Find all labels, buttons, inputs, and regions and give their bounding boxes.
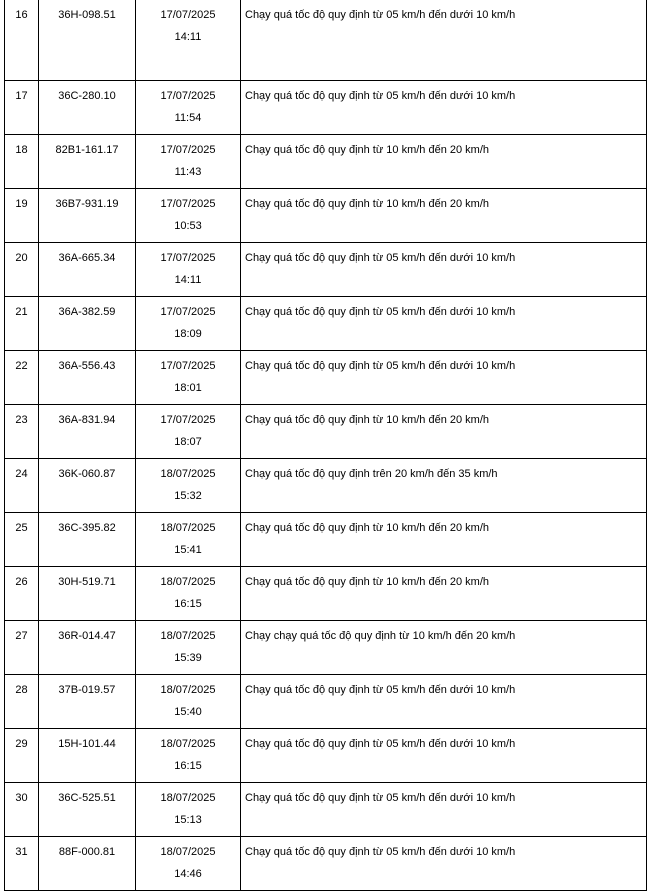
license-plate: 88F-000.81 (39, 837, 136, 891)
license-plate: 36A-382.59 (39, 297, 136, 351)
table-row (5, 675, 647, 729)
license-plate: 36C-525.51 (39, 783, 136, 837)
table-row (5, 351, 647, 405)
violation-description: Chạy quá tốc độ quy định từ 10 km/h đến 20 km/h (241, 567, 647, 621)
license-plate: 36H-098.51 (39, 0, 136, 81)
license-plate: 36B7-931.19 (39, 189, 136, 243)
violation-datetime (136, 783, 241, 837)
violation-time: 14:11 (174, 274, 202, 286)
violation-time: 14:46 (174, 868, 202, 880)
table-row (5, 135, 647, 189)
license-plate: 36A-665.34 (39, 243, 136, 297)
violation-date: 18/07/2025 (160, 468, 216, 480)
license-plate: 37B-019.57 (39, 675, 136, 729)
violation-description: Chạy quá tốc độ quy định từ 05 km/h đến dưới 10 km/h (241, 729, 647, 783)
violation-description: Chạy quá tốc độ quy định từ 05 km/h đến dưới 10 km/h (241, 783, 647, 837)
violation-date: 17/07/2025 (160, 144, 216, 156)
row-number: 26 (5, 567, 39, 621)
violation-datetime (136, 567, 241, 621)
violation-datetime (136, 351, 241, 405)
violation-date: 18/07/2025 (160, 846, 216, 858)
row-number: 24 (5, 459, 39, 513)
table-row (5, 783, 647, 837)
violation-description: Chạy quá tốc độ quy định từ 05 km/h đến dưới 10 km/h (241, 297, 647, 351)
violation-description: Chạy quá tốc độ quy định từ 10 km/h đến 20 km/h (241, 189, 647, 243)
row-number: 23 (5, 405, 39, 459)
license-plate: 36A-831.94 (39, 405, 136, 459)
row-number: 29 (5, 729, 39, 783)
table-row (5, 0, 647, 81)
license-plate: 30H-519.71 (39, 567, 136, 621)
license-plate: 36A-556.43 (39, 351, 136, 405)
violation-datetime (136, 0, 241, 81)
violation-date: 18/07/2025 (160, 684, 216, 696)
violation-date: 17/07/2025 (160, 414, 216, 426)
violation-description: Chạy quá tốc độ quy định từ 05 km/h đến dưới 10 km/h (241, 675, 647, 729)
table-row (5, 189, 647, 243)
violation-date: 17/07/2025 (160, 252, 216, 264)
violation-date: 18/07/2025 (160, 630, 216, 642)
license-plate: 36K-060.87 (39, 459, 136, 513)
table-row (5, 621, 647, 675)
violation-description: Chạy quá tốc độ quy định từ 05 km/h đến dưới 10 km/h (241, 351, 647, 405)
violation-date: 18/07/2025 (160, 522, 216, 534)
row-number: 22 (5, 351, 39, 405)
violation-datetime (136, 297, 241, 351)
violation-time: 11:43 (174, 166, 202, 178)
license-plate: 36C-280.10 (39, 81, 136, 135)
violation-date: 17/07/2025 (160, 306, 216, 318)
violation-datetime (136, 405, 241, 459)
violation-time: 15:40 (174, 706, 202, 718)
violation-datetime (136, 675, 241, 729)
violation-date: 18/07/2025 (160, 738, 216, 750)
violation-description: Chạy chạy quá tốc độ quy định từ 10 km/h đến 20 km/h (241, 621, 647, 675)
license-plate: 82B1-161.17 (39, 135, 136, 189)
row-number: 19 (5, 189, 39, 243)
violation-datetime (136, 513, 241, 567)
violation-description: Chạy quá tốc độ quy định từ 05 km/h đến dưới 10 km/h (241, 837, 647, 891)
table-row (5, 297, 647, 351)
row-number: 21 (5, 297, 39, 351)
violation-time: 18:09 (174, 328, 202, 340)
violation-time: 15:32 (174, 490, 202, 502)
violation-datetime (136, 189, 241, 243)
violation-date: 17/07/2025 (160, 198, 216, 210)
violation-time: 15:39 (174, 652, 202, 664)
violation-description: Chạy quá tốc độ quy định trên 20 km/h đến 35 km/h (241, 459, 647, 513)
row-number: 25 (5, 513, 39, 567)
violation-description: Chạy quá tốc độ quy định từ 05 km/h đến dưới 10 km/h (241, 0, 647, 81)
table-row (5, 837, 647, 891)
violation-time: 15:41 (174, 544, 202, 556)
violation-datetime (136, 621, 241, 675)
violation-datetime (136, 81, 241, 135)
violation-datetime (136, 243, 241, 297)
violation-datetime (136, 729, 241, 783)
violation-datetime (136, 135, 241, 189)
violation-time: 16:15 (174, 598, 202, 610)
row-number: 27 (5, 621, 39, 675)
table-row (5, 81, 647, 135)
violation-time: 14:11 (174, 31, 202, 43)
table-row (5, 243, 647, 297)
violation-time: 18:01 (174, 382, 202, 394)
violation-description: Chạy quá tốc độ quy định từ 10 km/h đến 20 km/h (241, 405, 647, 459)
license-plate: 36R-014.47 (39, 621, 136, 675)
violation-description: Chạy quá tốc độ quy định từ 05 km/h đến dưới 10 km/h (241, 243, 647, 297)
violation-datetime (136, 459, 241, 513)
violation-description: Chạy quá tốc độ quy định từ 10 km/h đến 20 km/h (241, 135, 647, 189)
violation-time: 18:07 (174, 436, 202, 448)
violation-date: 18/07/2025 (160, 792, 216, 804)
row-number: 31 (5, 837, 39, 891)
violation-date: 17/07/2025 (160, 90, 216, 102)
violations-table (4, 0, 647, 891)
row-number: 17 (5, 81, 39, 135)
row-number: 28 (5, 675, 39, 729)
violation-description: Chạy quá tốc độ quy định từ 10 km/h đến 20 km/h (241, 513, 647, 567)
table-row (5, 405, 647, 459)
row-number: 16 (5, 0, 39, 81)
violations-table-body (5, 0, 647, 891)
violation-date: 18/07/2025 (160, 576, 216, 588)
table-row (5, 513, 647, 567)
violation-time: 10:53 (174, 220, 202, 232)
violation-time: 16:15 (174, 760, 202, 772)
violation-time: 15:13 (174, 814, 202, 826)
license-plate: 15H-101.44 (39, 729, 136, 783)
row-number: 30 (5, 783, 39, 837)
violation-datetime (136, 837, 241, 891)
violation-time: 11:54 (174, 112, 202, 124)
violation-date: 17/07/2025 (160, 9, 216, 21)
table-row (5, 729, 647, 783)
row-number: 20 (5, 243, 39, 297)
violation-description: Chạy quá tốc độ quy định từ 05 km/h đến dưới 10 km/h (241, 81, 647, 135)
table-row (5, 567, 647, 621)
violation-date: 17/07/2025 (160, 360, 216, 372)
license-plate: 36C-395.82 (39, 513, 136, 567)
table-row (5, 459, 647, 513)
row-number: 18 (5, 135, 39, 189)
